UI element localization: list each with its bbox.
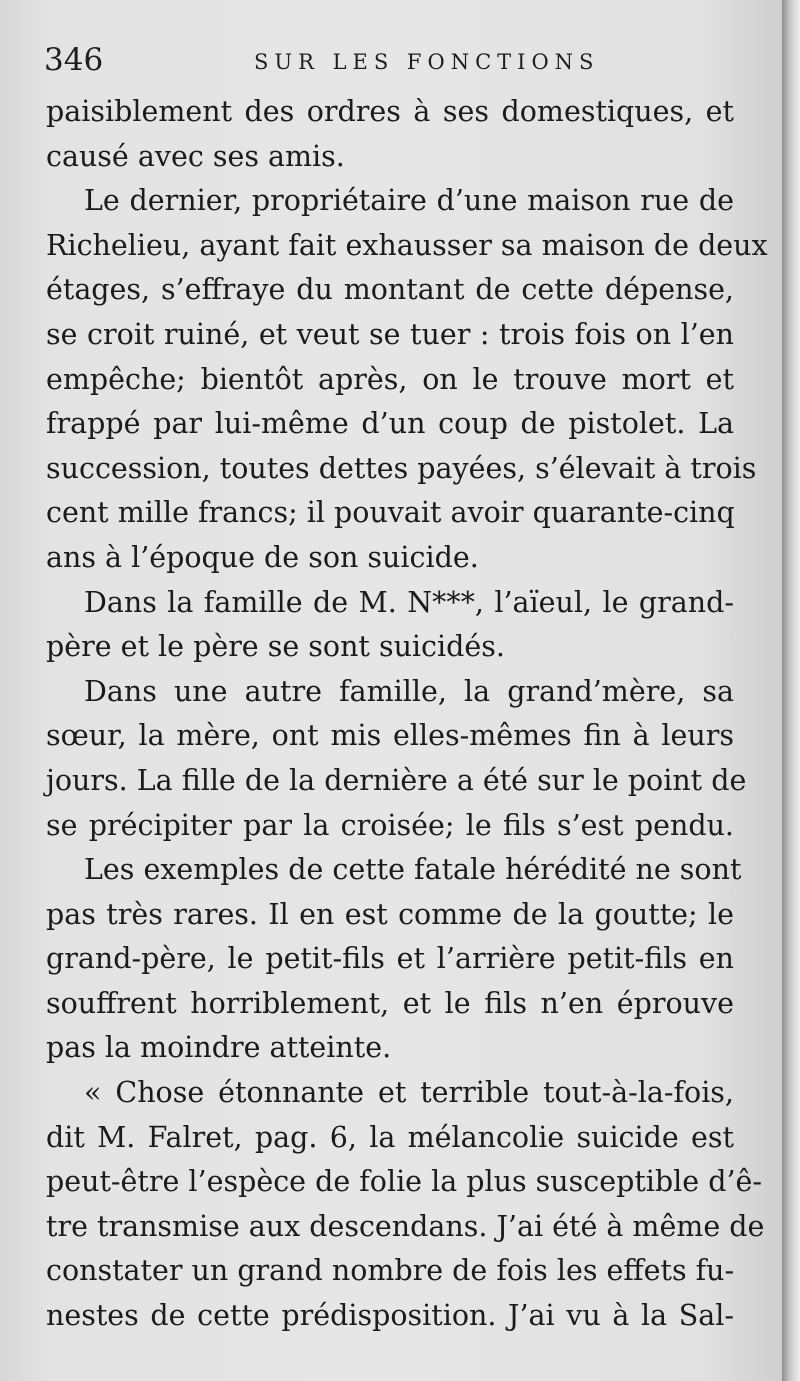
text-line: grand-père, le petit-fils et l’arrière petit-fils en	[46, 942, 734, 976]
text-line: Le dernier, propriétaire d’une maison rue de	[84, 184, 734, 218]
page-number: 346	[44, 42, 104, 78]
text-line: Dans la famille de M. N***, l’aïeul, le grand-	[84, 585, 734, 619]
text-line: souffrent horriblement, et le fils n’en éprouve	[46, 986, 734, 1020]
text-line: se croit ruiné, et veut se tuer : trois fois on l’en	[46, 317, 734, 351]
text-line: dit M. Falret, pag. 6, la mélancolie suicide est	[46, 1120, 734, 1154]
text-line: frappé par lui-même d’un coup de pistolet. La	[46, 407, 734, 441]
page-edge	[782, 0, 800, 1381]
text-line: étages, s’effraye du montant de cette dépense,	[46, 273, 734, 307]
text-line: père et le père se sont suicidés.	[46, 630, 505, 664]
page-header	[44, 38, 744, 82]
text-line: se précipiter par la croisée; le fils s’est pendu.	[46, 808, 734, 842]
text-line: ans à l’époque de son suicide.	[46, 540, 479, 574]
text-line: tre transmise aux descendans. J’ai été à même de	[46, 1209, 765, 1243]
text-line: pas très rares. Il en est comme de la goutte; le	[46, 897, 734, 931]
text-line: nestes de cette prédisposition. J’ai vu à la Sal-	[46, 1299, 734, 1333]
body-text	[46, 90, 768, 1339]
text-line: causé avec ses amis.	[46, 139, 345, 173]
text-line: sœur, la mère, ont mis elles-mêmes fin à leurs	[46, 719, 734, 753]
text-line: succession, toutes dettes payées, s’élevait à trois	[46, 451, 757, 485]
text-line: paisiblement des ordres à ses domestiques, et	[46, 95, 734, 128]
text-line: Les exemples de cette fatale hérédité ne sont	[84, 853, 742, 887]
text-line: Richelieu, ayant fait exhausser sa maison de deux	[46, 228, 768, 262]
text-line: constater un grand nombre de fois les effets fu-	[46, 1254, 735, 1288]
text-line: jours. La fille de la dernière a été sur le point de	[46, 763, 747, 797]
text-line: empêche; bientôt après, on le trouve mort et	[46, 362, 734, 396]
running-head: SUR LES FONCTIONS	[254, 50, 600, 74]
text-line: Dans une autre famille, la grand’mère, sa	[84, 674, 734, 708]
text-line: peut-être l’espèce de folie la plus susceptible d’ê-	[46, 1165, 763, 1199]
text-line: cent mille francs; il pouvait avoir quarante-cinq	[46, 496, 735, 530]
text-line: « Chose étonnante et terrible tout-à-la-fois,	[84, 1076, 734, 1110]
text-line: pas la moindre atteinte.	[46, 1031, 392, 1065]
